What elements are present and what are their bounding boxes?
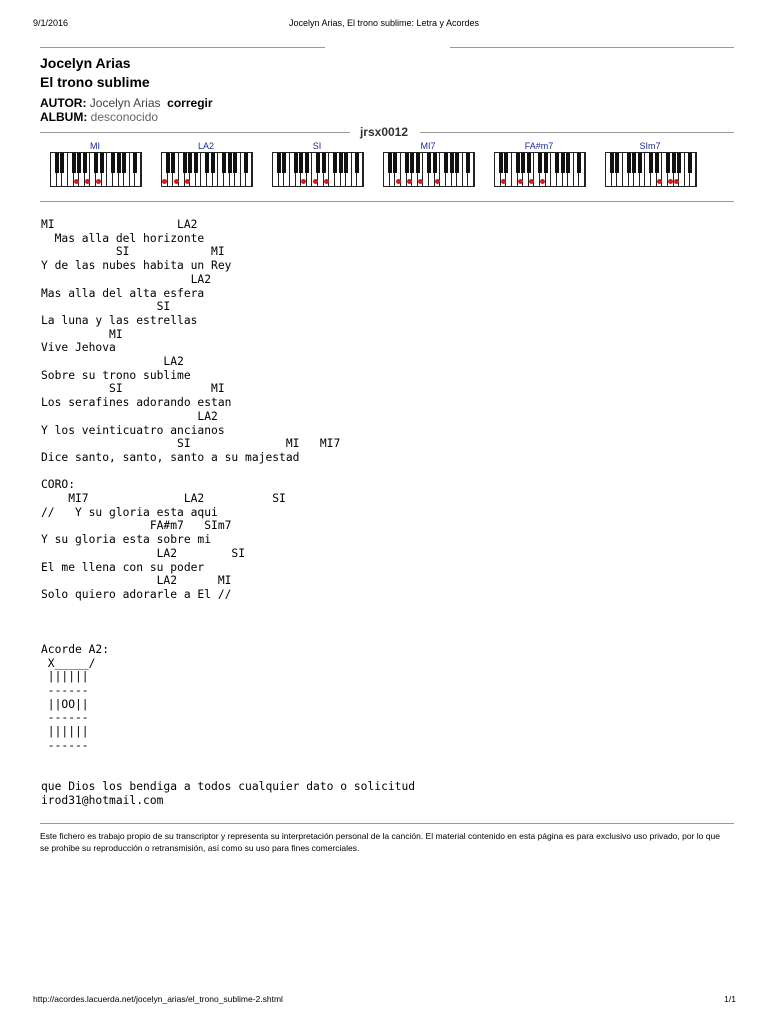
black-key	[94, 153, 98, 173]
piano-keyboard-icon	[383, 152, 475, 187]
black-key	[521, 153, 525, 173]
black-key	[566, 153, 570, 173]
piano-keyboard-icon	[494, 152, 586, 187]
black-key	[649, 153, 653, 173]
black-key	[544, 153, 548, 173]
disclaimer-text: Este fichero es trabajo propio de su transcriptor y representa su interpretación personal de la canción. El material contenido en esta página es para exclusivo uso privado, por lo que se prohibe su reproducción o retransmisión, así como su uso para fines comerciales.	[40, 831, 720, 853]
black-key	[450, 153, 454, 173]
black-key	[666, 153, 670, 173]
chord-diagram	[160, 141, 252, 187]
black-key	[117, 153, 121, 173]
chord-diagram	[271, 141, 363, 187]
black-key	[183, 153, 187, 173]
black-key	[688, 153, 692, 173]
code-rule-right	[420, 132, 734, 133]
black-key	[577, 153, 581, 173]
black-key	[388, 153, 392, 173]
print-title: Jocelyn Arias, El trono sublime: Letra y Acordes	[288, 18, 480, 28]
footer-url[interactable]: http://acordes.lacuerda.net/jocelyn_arias/el_trono_sublime-2.shtml	[33, 994, 283, 1004]
black-key	[305, 153, 309, 173]
black-key	[282, 153, 286, 173]
black-key	[299, 153, 303, 173]
black-key	[655, 153, 659, 173]
black-key	[499, 153, 503, 173]
black-key	[610, 153, 614, 173]
black-key	[672, 153, 676, 173]
black-key	[410, 153, 414, 173]
black-key	[433, 153, 437, 173]
album-line	[40, 110, 158, 124]
black-key	[60, 153, 64, 173]
pressed-key-marker	[74, 179, 79, 184]
top-rule-left	[40, 47, 325, 48]
autor-line	[40, 96, 213, 110]
black-key	[228, 153, 232, 173]
black-key	[516, 153, 520, 173]
pressed-key-marker	[313, 179, 318, 184]
pressed-key-marker	[324, 179, 329, 184]
pressed-key-marker	[407, 179, 412, 184]
black-key	[538, 153, 542, 173]
black-key	[527, 153, 531, 173]
black-key	[322, 153, 326, 173]
black-key	[294, 153, 298, 173]
autor-value[interactable]: Jocelyn Arias	[89, 96, 161, 110]
black-key	[233, 153, 237, 173]
chords-bottom-rule	[40, 201, 734, 202]
black-key	[277, 153, 281, 173]
black-key	[111, 153, 115, 173]
pressed-key-marker	[657, 179, 662, 184]
black-key	[504, 153, 508, 173]
footer-page-number: 1/1	[724, 994, 736, 1004]
black-key	[455, 153, 459, 173]
black-key	[333, 153, 337, 173]
black-key	[615, 153, 619, 173]
pressed-key-marker	[396, 179, 401, 184]
corregir-link[interactable]: corregir	[167, 96, 213, 110]
chord-name[interactable]: LA2	[197, 141, 214, 151]
top-rule-right	[450, 47, 734, 48]
black-key	[355, 153, 359, 173]
black-key	[416, 153, 420, 173]
black-key	[466, 153, 470, 173]
pressed-key-marker	[185, 179, 190, 184]
chord-name[interactable]: FA#m7	[524, 141, 554, 151]
black-key	[211, 153, 215, 173]
black-key	[555, 153, 559, 173]
pressed-key-marker	[435, 179, 440, 184]
black-key	[316, 153, 320, 173]
pressed-key-marker	[674, 179, 679, 184]
chord-name[interactable]: SI	[312, 141, 322, 151]
black-key	[444, 153, 448, 173]
piano-keyboard-icon	[272, 152, 364, 187]
black-key	[194, 153, 198, 173]
chord-name[interactable]: MI	[90, 141, 100, 151]
song-artist: Jocelyn Arias	[40, 55, 131, 71]
chord-name[interactable]: SIm7	[639, 141, 661, 151]
album-label: ALBUM:	[40, 110, 88, 124]
chord-diagram	[49, 141, 141, 187]
black-key	[83, 153, 87, 173]
pressed-key-marker	[518, 179, 523, 184]
piano-keyboard-icon	[605, 152, 697, 187]
black-key	[171, 153, 175, 173]
song-code: jrsx0012	[359, 125, 409, 139]
pressed-key-marker	[174, 179, 179, 184]
black-key	[627, 153, 631, 173]
black-key	[339, 153, 343, 173]
black-key	[632, 153, 636, 173]
piano-keyboard-icon	[50, 152, 142, 187]
pressed-key-marker	[501, 179, 506, 184]
chord-diagram	[493, 141, 585, 187]
black-key	[222, 153, 226, 173]
lyrics-body: MI LA2 Mas alla del horizonte SI MI Y de las nubes habita un Rey LA2 Mas alla del alta esfera SI La luna y las estrellas MI Vive Jehova LA2 Sobre su trono sublime SI MI Los serafines adorando estan LA2 Y los veinticuatro ancianos SI MI MI7 Dice santo, santo, santo a su majestad CORO: MI7 LA2 SI // Y su gloria esta aqui FA#m7 SIm7 Y su gloria esta sobre mi LA2 SI El me llena con su poder LA2 MI Solo quiero adorarle a El // Acorde A2: X_____/ |||||| ------ ||OO|| ------ |||||| ------ que Dios los bendiga a todos cualquier dato o solicitud irod31@hotmail.com	[41, 218, 416, 807]
black-key	[55, 153, 59, 173]
black-key	[205, 153, 209, 173]
disclaimer-rule	[40, 823, 734, 824]
album-value: desconocido	[90, 110, 159, 124]
print-date: 9/1/2016	[33, 18, 69, 28]
black-key	[188, 153, 192, 173]
black-key	[72, 153, 76, 173]
black-key	[393, 153, 397, 173]
black-key	[133, 153, 137, 173]
chord-diagram	[382, 141, 474, 187]
song-title: El trono sublime	[40, 74, 150, 90]
black-key	[405, 153, 409, 173]
autor-label: AUTOR:	[40, 96, 87, 110]
chord-name[interactable]: MI7	[420, 141, 436, 151]
black-key	[344, 153, 348, 173]
black-key	[677, 153, 681, 173]
chord-diagram	[604, 141, 696, 187]
black-key	[561, 153, 565, 173]
black-key	[427, 153, 431, 173]
black-key	[122, 153, 126, 173]
black-key	[77, 153, 81, 173]
piano-keyboard-icon	[161, 152, 253, 187]
black-key	[638, 153, 642, 173]
black-key	[100, 153, 104, 173]
black-key	[166, 153, 170, 173]
black-key	[244, 153, 248, 173]
